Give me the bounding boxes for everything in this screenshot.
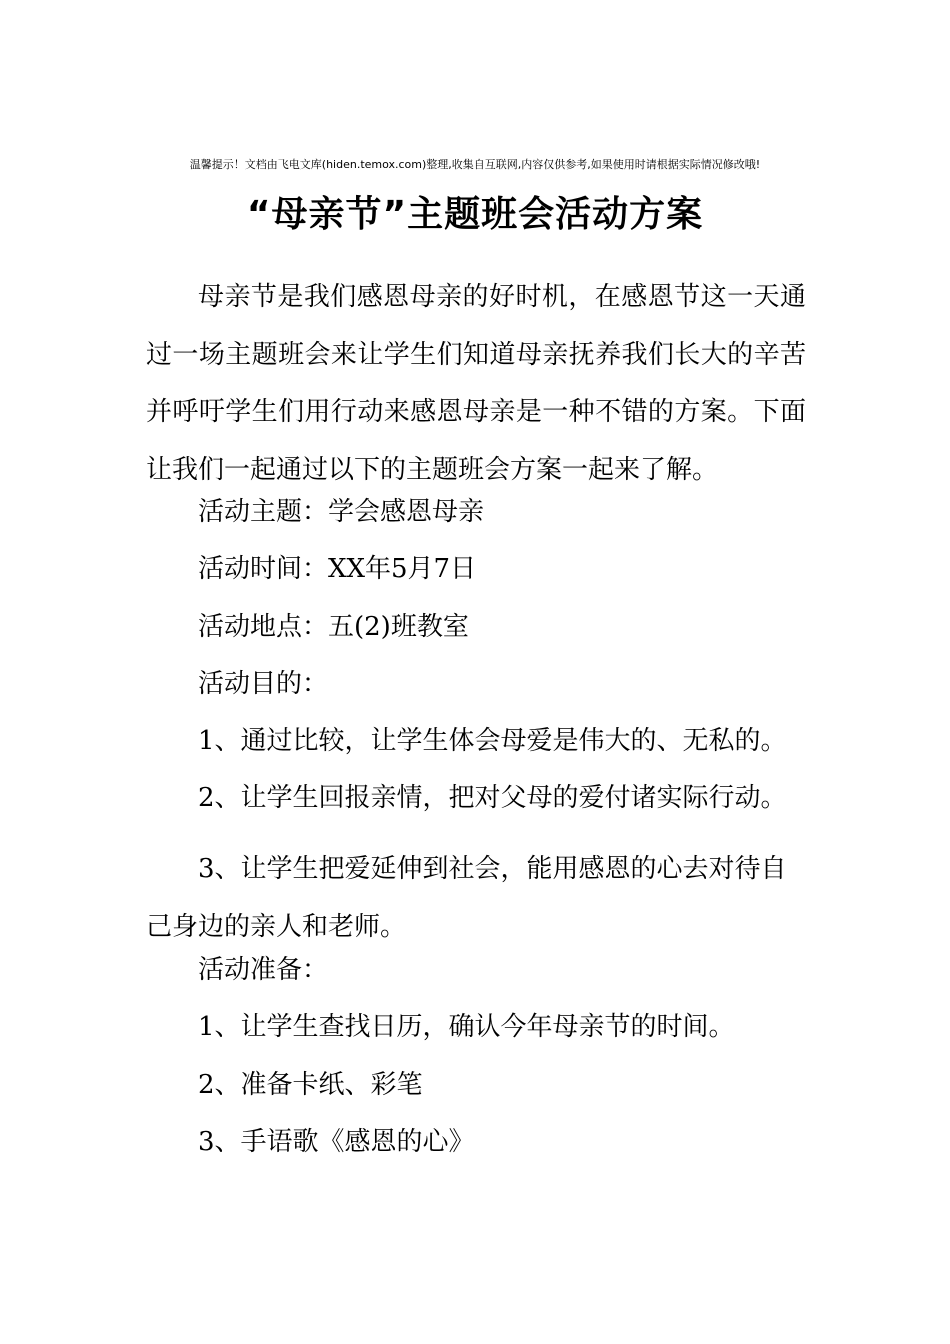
- activity-place: 活动地点：五(2)班教室: [198, 612, 469, 642]
- goal-item-3: 3、让学生把爱延伸到社会，能用感恩的心去对待自己身边的亲人和老师。: [146, 854, 787, 942]
- prep-item-1: 1、让学生查找日历，确认今年母亲节的时间。: [198, 1012, 735, 1042]
- intro-paragraph: 母亲节是我们感恩母亲的好时机，在感恩节这一天通过一场主题班会来让学生们知道母亲抚养我们长大的辛苦并呼吁学生们用行动来感恩母亲是一种不错的方案。下面让我们一起通过以下的主题班会方案一起来了解。: [146, 282, 806, 485]
- document-title: “母亲节”主题班会活动方案: [246, 194, 704, 235]
- prep-heading: 活动准备：: [198, 955, 329, 985]
- activity-theme: 活动主题：学会感恩母亲: [198, 497, 485, 527]
- goal-item-2: 2、让学生回报亲情，把对父母的爱付诸实际行动。: [198, 783, 787, 813]
- prep-item-3: 3、手语歌《感恩的心》: [198, 1127, 475, 1157]
- activity-time: 活动时间：XX年5月7日: [198, 554, 477, 584]
- header-notice: 温馨提示！文档由飞电文库(hiden.temox.com)整理,收集自互联网,内容仅供参考,如果使用时请根据实际情况修改哦!: [189, 158, 761, 171]
- goal-item-1: 1、通过比较，让学生体会母爱是伟大的、无私的。: [198, 726, 787, 756]
- prep-item-2: 2、准备卡纸、彩笔: [198, 1070, 423, 1100]
- goal-heading: 活动目的：: [198, 669, 329, 699]
